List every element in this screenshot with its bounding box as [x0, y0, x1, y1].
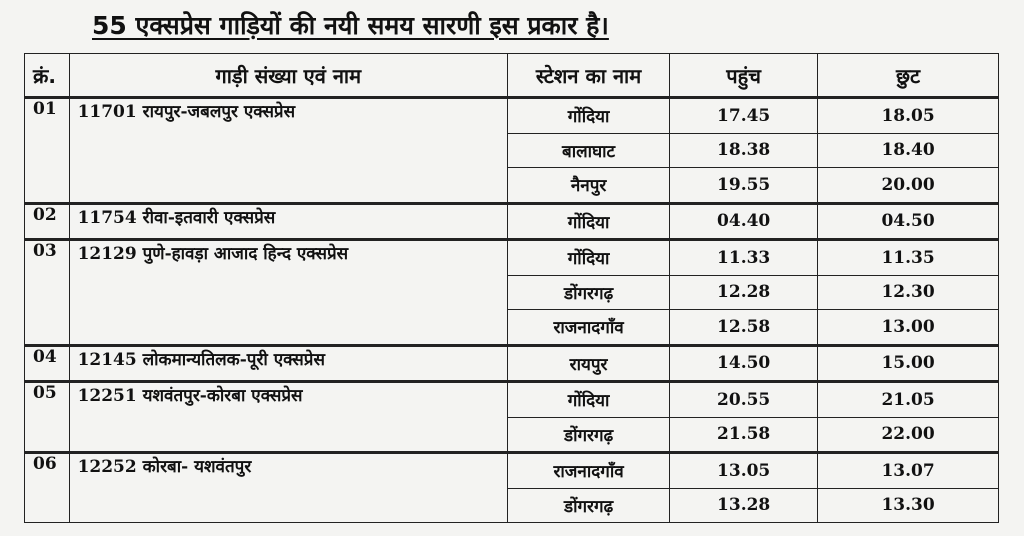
train-serial: 03 — [25, 240, 70, 346]
station-name: डोंगरगढ़ — [507, 417, 669, 453]
departure-time: 21.05 — [818, 382, 999, 418]
arrival-time: 21.58 — [670, 417, 818, 453]
departure-time: 04.50 — [818, 203, 999, 240]
station-name: राजनादगाँव — [507, 310, 669, 346]
departure-time: 13.00 — [818, 310, 999, 346]
arrival-time: 13.28 — [670, 488, 818, 523]
departure-time: 18.40 — [818, 133, 999, 168]
train-serial: 04 — [25, 345, 70, 382]
arrival-time: 11.33 — [670, 240, 818, 276]
departure-time: 18.05 — [818, 98, 999, 134]
page-title: 55 एक्सप्रेस गाड़ियों की नयी समय सारणी इस प्रकार है। — [92, 11, 609, 40]
station-name: नैनपुर — [507, 168, 669, 204]
header-arrival: पहुंच — [670, 54, 818, 98]
timetable — [24, 53, 999, 523]
train-serial: 06 — [25, 453, 70, 523]
departure-time: 13.07 — [818, 453, 999, 489]
arrival-time: 13.05 — [670, 453, 818, 489]
table-row — [25, 98, 999, 134]
station-name: गोंदिया — [507, 98, 669, 134]
train-name: 12145 लोकमान्यतिलक-पूरी एक्सप्रेस — [69, 345, 507, 382]
arrival-time: 04.40 — [670, 203, 818, 240]
header-station: स्टेशन का नाम — [507, 54, 669, 98]
departure-time: 12.30 — [818, 275, 999, 310]
table-row — [25, 203, 999, 240]
station-name: डोंगरगढ़ — [507, 488, 669, 523]
train-name: 11701 रायपुर-जबलपुर एक्सप्रेस — [69, 98, 507, 204]
arrival-time: 12.28 — [670, 275, 818, 310]
arrival-time: 18.38 — [670, 133, 818, 168]
arrival-time: 19.55 — [670, 168, 818, 204]
train-name: 12251 यशवंतपुर-कोरबा एक्सप्रेस — [69, 382, 507, 453]
table-row — [25, 240, 999, 276]
station-name: बालाघाट — [507, 133, 669, 168]
arrival-time: 14.50 — [670, 345, 818, 382]
departure-time: 11.35 — [818, 240, 999, 276]
table-row — [25, 382, 999, 418]
header-row — [25, 54, 999, 98]
station-name: गोंदिया — [507, 203, 669, 240]
departure-time: 20.00 — [818, 168, 999, 204]
header-serial: क्रं. — [25, 54, 70, 98]
header-departure: छुट — [818, 54, 999, 98]
departure-time: 22.00 — [818, 417, 999, 453]
header-train: गाड़ी संख्या एवं नाम — [69, 54, 507, 98]
table-row — [25, 345, 999, 382]
train-serial: 02 — [25, 203, 70, 240]
arrival-time: 20.55 — [670, 382, 818, 418]
station-name: डोंगरगढ़ — [507, 275, 669, 310]
train-name: 12129 पुणे-हावड़ा आजाद हिन्द एक्सप्रेस — [69, 240, 507, 346]
timetable-body — [25, 98, 999, 523]
train-serial: 05 — [25, 382, 70, 453]
departure-time: 13.30 — [818, 488, 999, 523]
train-serial: 01 — [25, 98, 70, 204]
train-name: 11754 रीवा-इतवारी एक्सप्रेस — [69, 203, 507, 240]
table-row — [25, 453, 999, 489]
station-name: रायपुर — [507, 345, 669, 382]
station-name: गोंदिया — [507, 240, 669, 276]
arrival-time: 12.58 — [670, 310, 818, 346]
arrival-time: 17.45 — [670, 98, 818, 134]
station-name: गोंदिया — [507, 382, 669, 418]
station-name: राजनादगाँव — [507, 453, 669, 489]
departure-time: 15.00 — [818, 345, 999, 382]
train-name: 12252 कोरबा- यशवंतपुर — [69, 453, 507, 523]
